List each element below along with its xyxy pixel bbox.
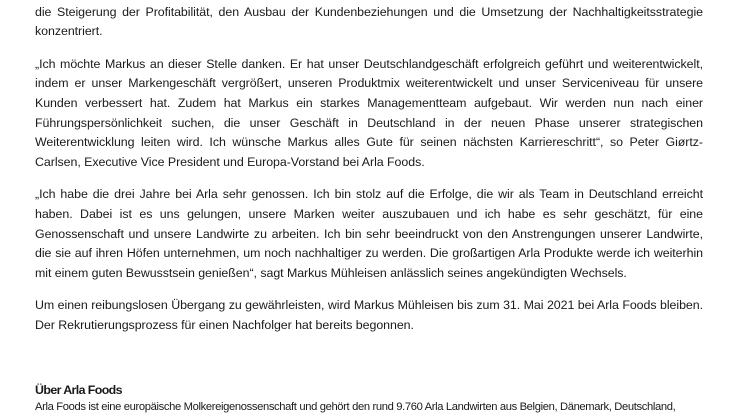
paragraph-transition: Um einen reibungslosen Übergang zu gewährleisten, wird Markus Mühleisen bis zum 31. Mai 2021 bei Arla Foods bleiben. Der Rekrutierungsprozess für einen Nachfolger hat bereits begonnen.	[35, 298, 703, 332]
paragraph-quote-giortz-carlsen: „Ich möchte Markus an dieser Stelle danken. Er hat unser Deutschlandgeschäft erfolgreich geführt und weiterentwickelt, indem er unser Markengeschäft vergrößert, unseren Produktmix weiterentwickelt und unser Serviceniveau für unsere Kunden verbessert hat. Zudem hat Markus ein starkes Managementteam aufgebaut. Wir werden nun nach einer Führungspersönlichkeit suchen, die unser Geschäft in Deutschland in der neuen Phase unserer strategischen Weiterentwicklung leiten wird. Ich wünsche Markus alles Gute für seinen nächsten Karriereschritt“, so Peter Giørtz-Carlsen, Executive Vice President und Europa-Vorstand bei Arla Foods.	[35, 56, 703, 169]
about-heading: Über Arla Foods	[35, 383, 122, 397]
about-text: Arla Foods ist eine europäische Molkereigenossenschaft und gehört den rund 9.760 Arla Landwirten aus Belgien, Dänemark, Deutschland,	[35, 401, 676, 413]
paragraph-quote-muehleisen: „Ich habe die drei Jahre bei Arla sehr genossen. Ich bin stolz auf die Erfolge, die wir als Team in Deutschland erreicht haben. Dabei ist es uns gelungen, unsere Marken weiter auszubauen und ich habe es sehr geschätzt, für eine Genossenschaft und unsere Landwirte zu arbeiten. Ich bin sehr beeindruckt von den Anstrengungen unserer Landwirte, die sie auf ihren Höfen unternehmen, um noch nachhaltiger zu werden. Die großartigen Arla Produkte werde ich weiterhin mit einem guten Bewusstsein genießen“, sagt Markus Mühleisen anlässlich seines angekündigten Wechsels.	[35, 187, 703, 280]
about-section	[35, 382, 703, 416]
paragraph-intro: die Steigerung der Profitabilität, den Ausbau der Kundenbeziehungen und die Umsetzung der Nachhaltigkeitsstrategie konzentriert.	[35, 4, 703, 39]
document-body	[35, 0, 703, 336]
